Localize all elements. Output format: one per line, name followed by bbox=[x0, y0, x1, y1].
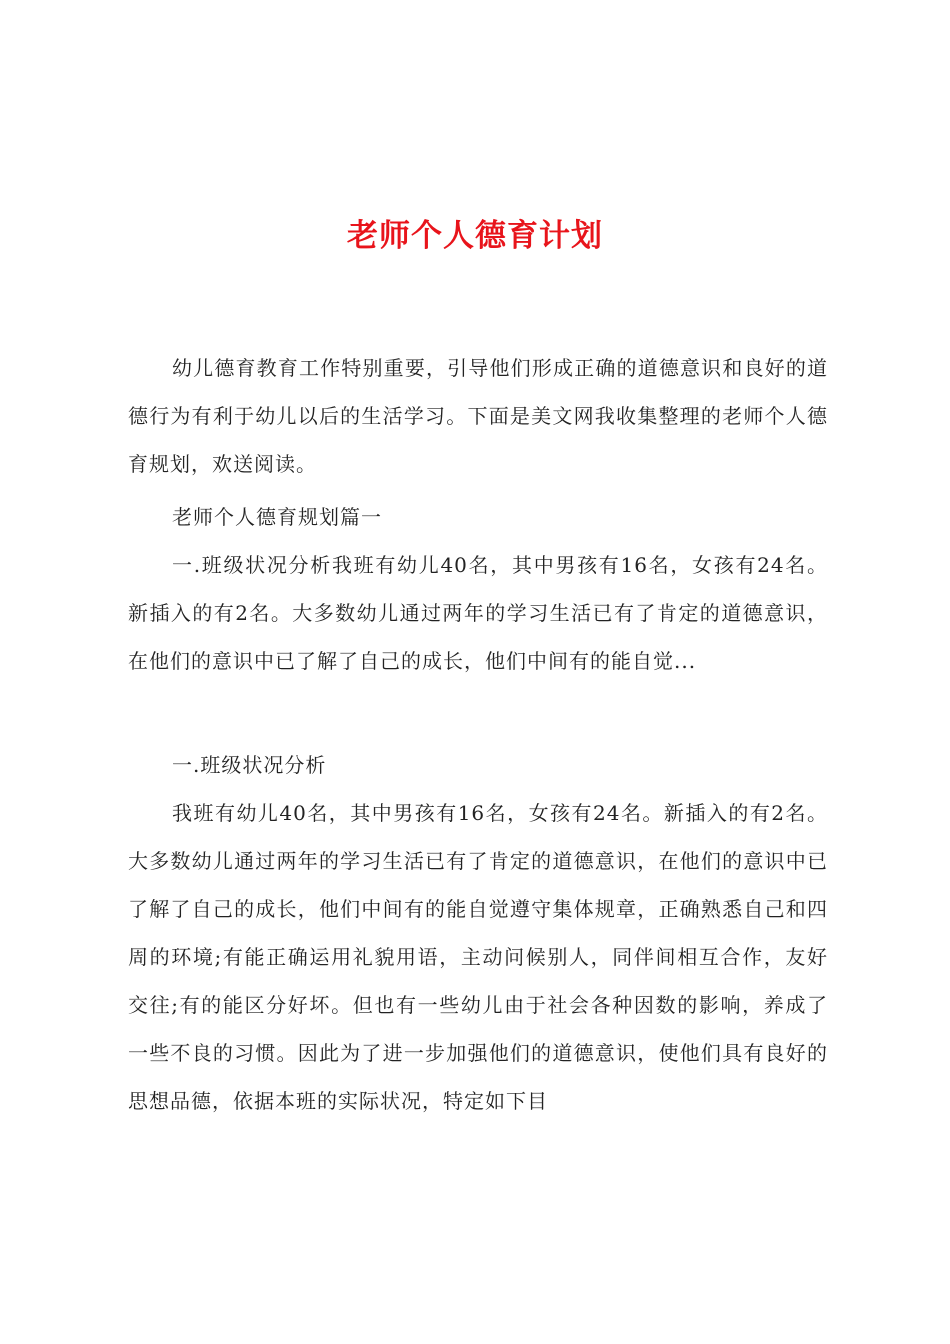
summary-paragraph: 一.班级状况分析我班有幼儿40名，其中男孩有16名，女孩有24名。新插入的有2名。大多数幼儿通过两年的学习生活已有了肯定的道德意识，在他们的意识中已了解了自己的成长，他们中间有的能自觉... bbox=[128, 553, 828, 673]
section-heading-class-analysis: 一.班级状况分析 bbox=[172, 753, 327, 777]
section-heading-plan-one: 老师个人德育规划篇一 bbox=[172, 505, 382, 529]
class-analysis-paragraph: 我班有幼儿40名，其中男孩有16名，女孩有24名。新插入的有2名。大多数幼儿通过两年的学习生活已有了肯定的道德意识，在他们的意识中已了解了自己的成长，他们中间有的能自觉遵守集体规章，正确熟悉自己和四周的环境;有能正确运用礼貌用语，主动问候别人，同伴间相互合作，友好交往;有的能区分好坏。但也有一些幼儿由于社会各种因数的影响，养成了一些不良的习惯。因此为了进一步加强他们的道德意识，使他们具有良好的思想品德，依据本班的实际状况，特定如下目 bbox=[128, 801, 828, 1113]
document-title: 老师个人德育计划 bbox=[347, 218, 603, 254]
intro-paragraph: 幼儿德育教育工作特别重要，引导他们形成正确的道德意识和良好的道德行为有利于幼儿以后的生活学习。下面是美文网我收集整理的老师个人德育规划，欢送阅读。 bbox=[128, 356, 828, 476]
